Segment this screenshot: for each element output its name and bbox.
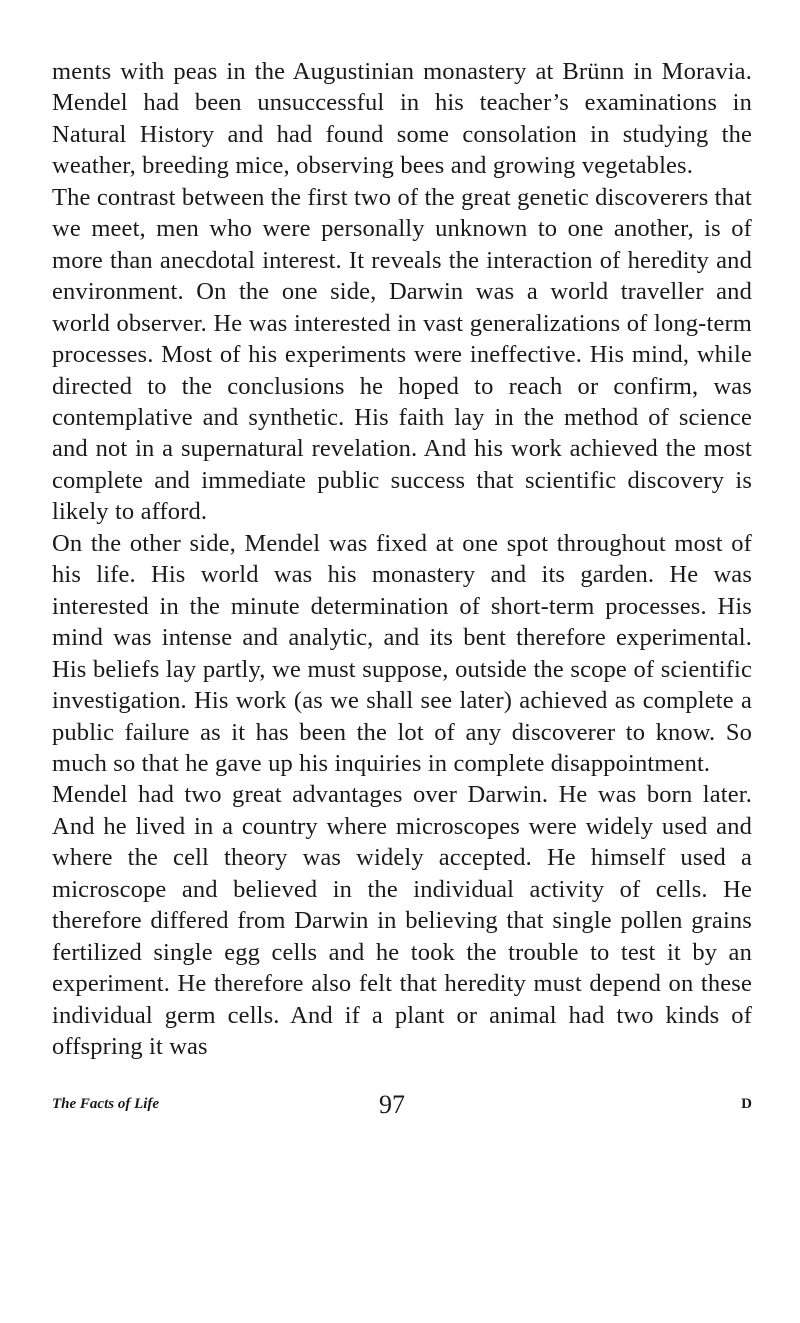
- paragraph-4: Mendel had two great advantages over Darwin. He was born later. And he lived in a country where microscopes were widely used and where the cell theory was widely accepted. He himself used a microscope and believed in the individual activity of cells. He therefore differed from Darwin in believing that single pollen grains fertilized single egg cells and he took the trouble to test it by an experiment. He therefore also felt that heredity must depend on these individual germ cells. And if a plant or animal had two kinds of offspring it was: [52, 781, 752, 1061]
- page-footer: [52, 1090, 752, 1120]
- paragraph-1: ments with peas in the Augustinian monastery at Brünn in Moravia. Mendel had been unsuccessful in his teacher’s examinations in Natural History and had found some consolation in studying the weather, breeding mice, observing bees and growing vegetables.: [52, 58, 752, 180]
- book-page: [52, 56, 752, 1063]
- running-title: The Facts of Life: [52, 1096, 160, 1112]
- page-number: 97: [379, 1090, 405, 1119]
- paragraph-3: On the other side, Mendel was fixed at one spot throughout most of his life. His world was his monastery and its garden. He was interested in the minute determination of short-term processes. His mind was intense and analytic, and its bent therefore experimental. His beliefs lay partly, we must suppose, outside the scope of scientific investigation. His work (as we shall see later) achieved as complete a public failure as it has been the lot of any discoverer to know. So much so that he gave up his inquiries in complete disappointment.: [52, 529, 752, 777]
- paragraph-2: The contrast between the first two of the great genetic discoverers that we meet, men who were personally unknown to one another, is of more than anecdotal interest. It reveals the interaction of heredity and environment. On the one side, Darwin was a world traveller and world observer. He was interested in vast generalizations of long-term processes. Most of his experiments were ineffective. His mind, while directed to the conclusions he hoped to reach or confirm, was contemplative and synthetic. His faith lay in the method of science and not in a supernatural revelation. And his work achieved the most complete and immediate public success that scientific discovery is likely to afford.: [52, 183, 752, 526]
- signature-mark: D: [741, 1096, 752, 1112]
- body-text: [52, 56, 752, 1063]
